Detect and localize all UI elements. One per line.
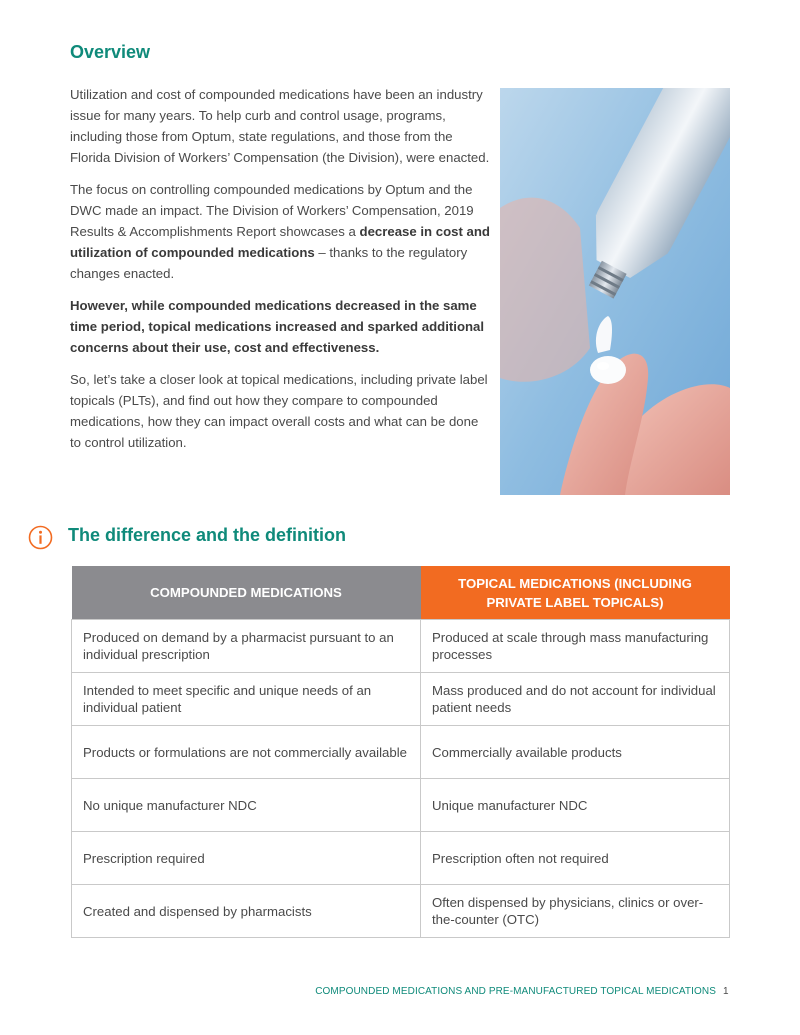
compounded-cell: Created and dispensed by pharmacists xyxy=(72,885,421,938)
topical-cell: Often dispensed by physicians, clinics or over-the-counter (OTC) xyxy=(421,885,730,938)
topical-cell: Prescription often not required xyxy=(421,832,730,885)
footer-title: COMPOUNDED MEDICATIONS AND PRE-MANUFACTURED TOPICAL MEDICATIONS xyxy=(315,986,716,997)
overview-paragraph-4: So, let’s take a closer look at topical medications, including private label topicals (PLTs), and find out how they compare to compounded medications, how they can impact overall costs and what can be done to control utilization. xyxy=(70,372,488,450)
table-row xyxy=(72,779,730,832)
overview-paragraph-1: Utilization and cost of compounded medications have been an industry issue for many years. To help curb and control usage, programs, including those from Optum, state regulations, and those from the Florida Division of Workers’ Compensation (the Division), were enacted. xyxy=(70,87,490,165)
table-row xyxy=(72,673,730,726)
topical-cell: Commercially available products xyxy=(421,726,730,779)
compounded-cell: Prescription required xyxy=(72,832,421,885)
compounded-cell: Intended to meet specific and unique needs of an individual patient xyxy=(72,673,421,726)
table-row xyxy=(72,620,730,673)
topical-cream-photo xyxy=(500,88,730,495)
table-row xyxy=(72,885,730,938)
difference-heading: The difference and the definition xyxy=(68,525,347,545)
p2-text-start: The focus on controlling compounded medications by Optum and the DWC made an impact. The Division of Workers’ Compensation, 2019 Results & Accomplishments Report showcases a xyxy=(70,182,474,239)
table-row xyxy=(72,726,730,779)
header-topical: TOPICAL MEDICATIONS (INCLUDING PRIVATE LABEL TOPICALS) xyxy=(421,566,730,620)
overview-paragraph-3 xyxy=(70,295,490,358)
header-compounded: COMPOUNDED MEDICATIONS xyxy=(72,566,421,620)
p2-emphasis: decrease in cost and utilization of compounded medications xyxy=(70,224,490,260)
comparison-table xyxy=(71,566,730,938)
p3-emphasis: However, while compounded medications decreased in the same time period, topical medications increased and sparked additional concerns about their use, cost and effectiveness. xyxy=(70,298,485,355)
table-row xyxy=(72,832,730,885)
info-icon xyxy=(28,525,53,550)
p2-text-end: – thanks to the regulatory changes enacted. xyxy=(70,245,468,281)
overview-paragraph-2 xyxy=(70,179,490,284)
table-header-row xyxy=(72,566,730,620)
compounded-cell: Products or formulations are not commercially available xyxy=(72,726,421,779)
topical-cell: Mass produced and do not account for individual patient needs xyxy=(421,673,730,726)
page-number: 1 xyxy=(723,986,729,997)
compounded-cell: Produced on demand by a pharmacist pursuant to an individual prescription xyxy=(72,620,421,673)
overview-body xyxy=(70,84,490,464)
compounded-cell: No unique manufacturer NDC xyxy=(72,779,421,832)
topical-cell: Produced at scale through mass manufacturing processes xyxy=(421,620,730,673)
overview-heading: Overview xyxy=(70,42,151,62)
topical-cell: Unique manufacturer NDC xyxy=(421,779,730,832)
